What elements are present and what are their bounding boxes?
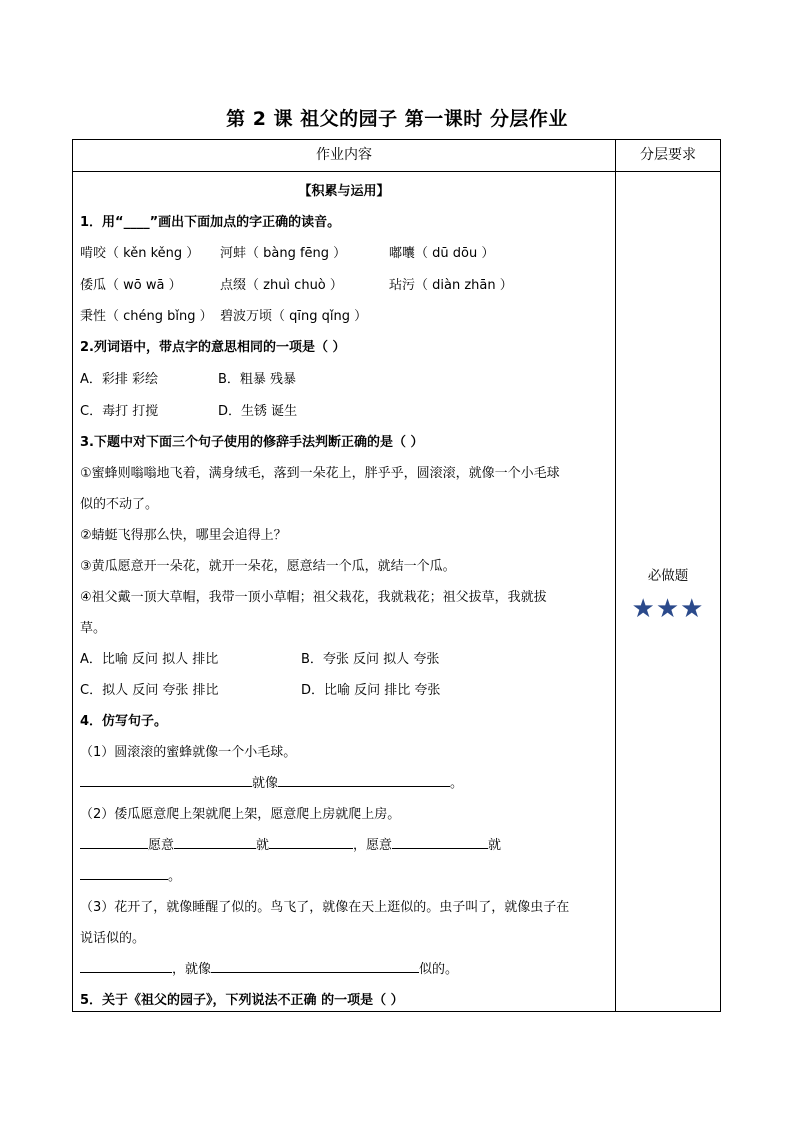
answer-blank[interactable]	[211, 958, 419, 973]
q3-option-d: D．比喻 反问 排比 夸张	[301, 683, 441, 698]
answer-text: 就	[488, 838, 502, 853]
header-requirement: 分层要求	[640, 147, 696, 163]
q4-stem: 4．仿写句子。	[80, 714, 168, 729]
q1-item: 碧波万顷（ qīng qǐng ）	[220, 309, 368, 324]
q3-option-a: A．比喻 反问 拟人 排比	[80, 652, 219, 667]
q2-option-c: C．毒打 打搅	[80, 404, 159, 419]
q2-stem: 2.列词语中，带点字的意思相同的一项是（ ）	[80, 340, 346, 355]
q4-answer-2-end	[80, 865, 181, 884]
answer-text: ，就像	[172, 962, 212, 977]
answer-blank[interactable]	[174, 834, 256, 849]
q1-item: 嘟囔（ dū dōu ）	[389, 246, 495, 261]
q4-answer-1	[80, 772, 463, 791]
q1-item: 点缀（ zhuì chuò ）	[220, 278, 343, 293]
answer-blank[interactable]	[278, 772, 450, 787]
q2-option-d: D．生锈 诞生	[218, 404, 298, 419]
page-title: 第 2 课 祖父的园子 第一课时 分层作业	[226, 108, 568, 130]
answer-blank[interactable]	[80, 834, 148, 849]
header-content: 作业内容	[316, 147, 372, 163]
q3-stem: 3.下题中对下面三个句子使用的修辞手法判断正确的是（ ）	[80, 435, 424, 450]
answer-blank[interactable]	[80, 772, 252, 787]
answer-text: 。	[450, 776, 464, 791]
q4-answer-2	[80, 834, 501, 853]
answer-text: 。	[168, 869, 182, 884]
difficulty-stars: ★★★	[631, 594, 705, 624]
q3-sentence: ④祖父戴一顶大草帽，我带一顶小草帽；祖父栽花，我就栽花；祖父拔草，我就拔	[80, 590, 547, 605]
q3-sentence: 似的不动了。	[80, 497, 159, 512]
answer-blank[interactable]	[80, 865, 168, 880]
q4-prompt-1: （1）圆滚滚的蜜蜂就像一个小毛球。	[80, 745, 297, 760]
answer-blank[interactable]	[392, 834, 488, 849]
q3-sentence: ①蜜蜂则嗡嗡地飞着，满身绒毛，落到一朵花上，胖乎乎，圆滚滚，就像一个小毛球	[80, 466, 560, 481]
answer-text: ，愿意	[353, 838, 393, 853]
homework-table	[72, 139, 721, 1012]
q3-sentence: ③黄瓜愿意开一朵花，就开一朵花，愿意结一个瓜，就结一个瓜。	[80, 559, 456, 574]
answer-text: 就	[256, 838, 270, 853]
q3-sentence: ②蜻蜓飞得那么快，哪里会追得上？	[80, 528, 287, 543]
q4-prompt-3: （3）花开了，就像睡醒了似的。鸟飞了，就像在天上逛似的。虫子叫了，就像虫子在	[80, 900, 570, 915]
section-heading: 【积累与运用】	[298, 184, 390, 199]
q2-option-a: A．彩排 彩绘	[80, 372, 159, 387]
answer-blank[interactable]	[269, 834, 353, 849]
q1-item: 河蚌（ bàng fēng ）	[220, 246, 347, 261]
q4-prompt-3b: 说话似的。	[80, 931, 146, 946]
q1-item: 秉性（ chéng bǐng ）	[80, 309, 213, 324]
q4-answer-3	[80, 958, 458, 977]
q1-item: 啃咬（ kěn kěng ）	[80, 246, 200, 261]
q1-item: 玷污（ diàn zhān ）	[389, 278, 513, 293]
q2-option-b: B．粗暴 残暴	[218, 372, 297, 387]
q1-item: 倭瓜（ wō wā ）	[80, 278, 182, 293]
answer-text: 似的。	[419, 962, 459, 977]
answer-text: 愿意	[148, 838, 175, 853]
q4-prompt-2: （2）倭瓜愿意爬上架就爬上架，愿意爬上房就爬上房。	[80, 807, 401, 822]
q5-stem: 5．关于《祖父的园子》，下列说法不正确 的一项是（ ）	[80, 993, 404, 1008]
requirement-label: 必做题	[647, 568, 689, 584]
q1-stem: 1．用“____”画出下面加点的字正确的读音。	[80, 215, 341, 230]
header-divider	[73, 171, 720, 172]
q3-option-c: C．拟人 反问 夸张 排比	[80, 683, 219, 698]
answer-blank[interactable]	[80, 958, 172, 973]
q3-sentence: 草。	[80, 621, 107, 636]
answer-text: 就像	[252, 776, 279, 791]
q3-option-b: B．夸张 反问 拟人 夸张	[301, 652, 440, 667]
